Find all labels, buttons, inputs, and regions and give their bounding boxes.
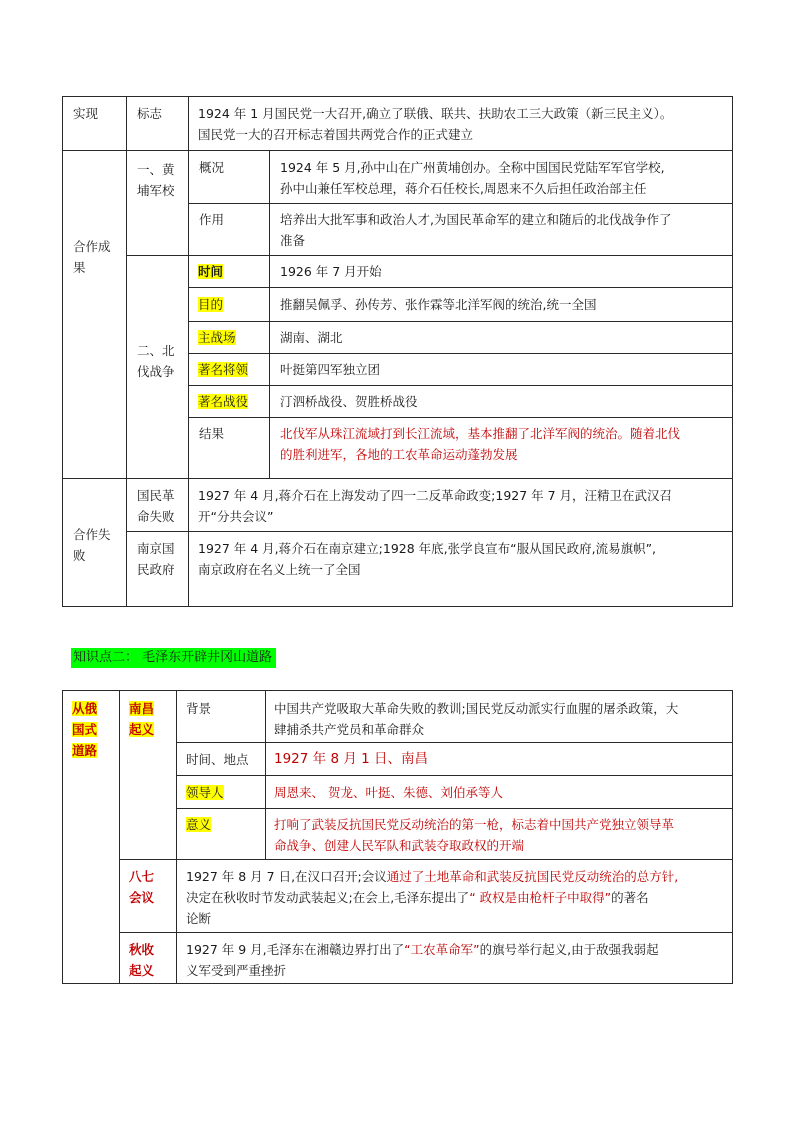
- baqi-text-2: 决定在秋收时节发动武装起义;在会上,毛泽东提出了“ 政权是由枪杆子中取得”的著名: [186, 890, 649, 905]
- yiyi-text-1: 打响了武装反抗国民党反动统治的第一枪，标志着中国共产党独立领导革: [274, 817, 675, 832]
- jieguo-text-1: 北伐军从珠江流域打到长江流域，基本推翻了北洋军阀的统治。随着北伐: [280, 426, 681, 441]
- huangpu-label-2: 埔军校: [137, 183, 175, 198]
- zuoyong-label: 作用: [199, 212, 225, 227]
- side-label-2: 国式: [72, 722, 98, 737]
- beijing-label: 背景: [186, 701, 212, 716]
- jieguo-label: 结果: [199, 426, 225, 441]
- shijian-label: 时间: [198, 264, 224, 279]
- nanjing-label-1: 南京国: [137, 541, 175, 556]
- nanchang-label-2: 起义: [129, 722, 155, 737]
- lingdao-text: 周恩来、 贺龙、叶挺、朱德、刘伯承等人: [274, 785, 503, 800]
- qiushou-label-2: 起义: [129, 963, 155, 978]
- gaikuang-text-1: 1924 年 5 月,孙中山在广州黄埔创办。全称中国国民党陆军军官学校,: [280, 160, 665, 175]
- beijing-text-1: 中国共产党吸取大革命失败的教训;国民党反动派实行血腥的屠杀政策，大: [274, 701, 679, 716]
- side-label-1: 从俄: [72, 701, 98, 716]
- gaikuang-text-2: 孙中山兼任军校总理，蒋介石任校长,周恩来不久后担任政治部主任: [280, 181, 647, 196]
- jiangling-label: 著名将领: [198, 362, 249, 377]
- baqi-text-1: 1927 年 8 月 7 日,在汉口召开;会议通过了土地革命和武装反抗国民党反动统治的总方针,: [186, 869, 679, 884]
- hezuo-chengguo-label-2: 果: [73, 260, 86, 275]
- biaozhi-label: 标志: [137, 106, 163, 121]
- nanjing-text-2: 南京政府在名义上统一了全国: [198, 562, 361, 577]
- baqi-text-3: 论断: [186, 911, 212, 926]
- baqi-label-1: 八七: [129, 869, 155, 884]
- zhuzhanchang-text: 湖南、湖北: [280, 330, 343, 345]
- huangpu-label-1: 一、黄: [137, 162, 175, 177]
- qiushou-text-2: 义军受到严重挫折: [186, 963, 287, 978]
- shijian-text: 1926 年 7 月开始: [280, 264, 382, 279]
- beijing-text-2: 肆捕杀共产党员和革命群众: [274, 722, 425, 737]
- nanjing-label-2: 民政府: [137, 562, 175, 577]
- geming-label-2: 命失败: [137, 509, 175, 524]
- nanchang-label-1: 南昌: [129, 701, 155, 716]
- qiushou-text-1: 1927 年 9 月,毛泽东在湘赣边界打出了“工农革命军”的旗号举行起义,由于敌强我弱起: [186, 942, 659, 957]
- zhanyi-label: 著名战役: [198, 394, 249, 409]
- hezuo-chengguo-label-1: 合作成: [73, 239, 111, 254]
- geming-label-1: 国民革: [137, 488, 175, 503]
- zuoyong-text-1: 培养出大批军事和政治人才,为国民革命军的建立和随后的北伐战争作了: [280, 212, 672, 227]
- biaozhi-text-1: 1924 年 1 月国民党一大召开,确立了联俄、联共、扶助农工三大政策（新三民主义）。: [198, 106, 673, 121]
- zuoyong-text-2: 准备: [280, 233, 306, 248]
- nanjing-text-1: 1927 年 4 月,蒋介石在南京建立;1928 年底,张学良宣布“服从国民政府,流易旗帜”,: [198, 541, 657, 556]
- geming-text-2: 开“分共会议”: [198, 509, 274, 524]
- jieguo-text-2: 的胜利进军，各地的工农革命运动蓬勃发展: [280, 447, 518, 462]
- beifa-label-1: 二、北: [137, 343, 175, 358]
- geming-text-1: 1927 年 4 月,蒋介石在上海发动了四一二反革命政变;1927 年 7 月，汪精卫在武汉召: [198, 488, 673, 503]
- yiyi-label: 意义: [186, 817, 212, 832]
- beifa-label-2: 伐战争: [137, 364, 175, 379]
- mudi-label: 目的: [198, 297, 224, 312]
- lingdao-label: 领导人: [186, 785, 224, 800]
- knowledge-point-heading: 知识点二： 毛泽东开辟井冈山道路: [71, 648, 276, 668]
- nanchang-shijian-text: 1927 年 8 月 1 日、南昌: [274, 751, 428, 767]
- yiyi-text-2: 命战争、创建人民军队和武装夺取政权的开端: [274, 838, 525, 853]
- hezuo-shibai-label-1: 合作失: [73, 527, 111, 542]
- biaozhi-text-2: 国民党一大的召开标志着国共两党合作的正式建立: [198, 127, 474, 142]
- hezuo-shibai-label-2: 败: [73, 548, 86, 563]
- gaikuang-label: 概况: [199, 160, 225, 175]
- mudi-text: 推翻吴佩孚、孙传芳、张作霖等北洋军阀的统治,统一全国: [280, 297, 597, 312]
- nanchang-shijian-label: 时间、地点: [186, 752, 249, 767]
- shixian-label: 实现: [73, 106, 99, 121]
- zhanyi-text: 汀泗桥战役、贺胜桥战役: [280, 394, 418, 409]
- jiangling-text: 叶挺第四军独立团: [280, 362, 381, 377]
- zhuzhanchang-label: 主战场: [198, 330, 236, 345]
- baqi-label-2: 会议: [129, 890, 155, 905]
- qiushou-label-1: 秋收: [129, 942, 155, 957]
- side-label-3: 道路: [72, 743, 98, 758]
